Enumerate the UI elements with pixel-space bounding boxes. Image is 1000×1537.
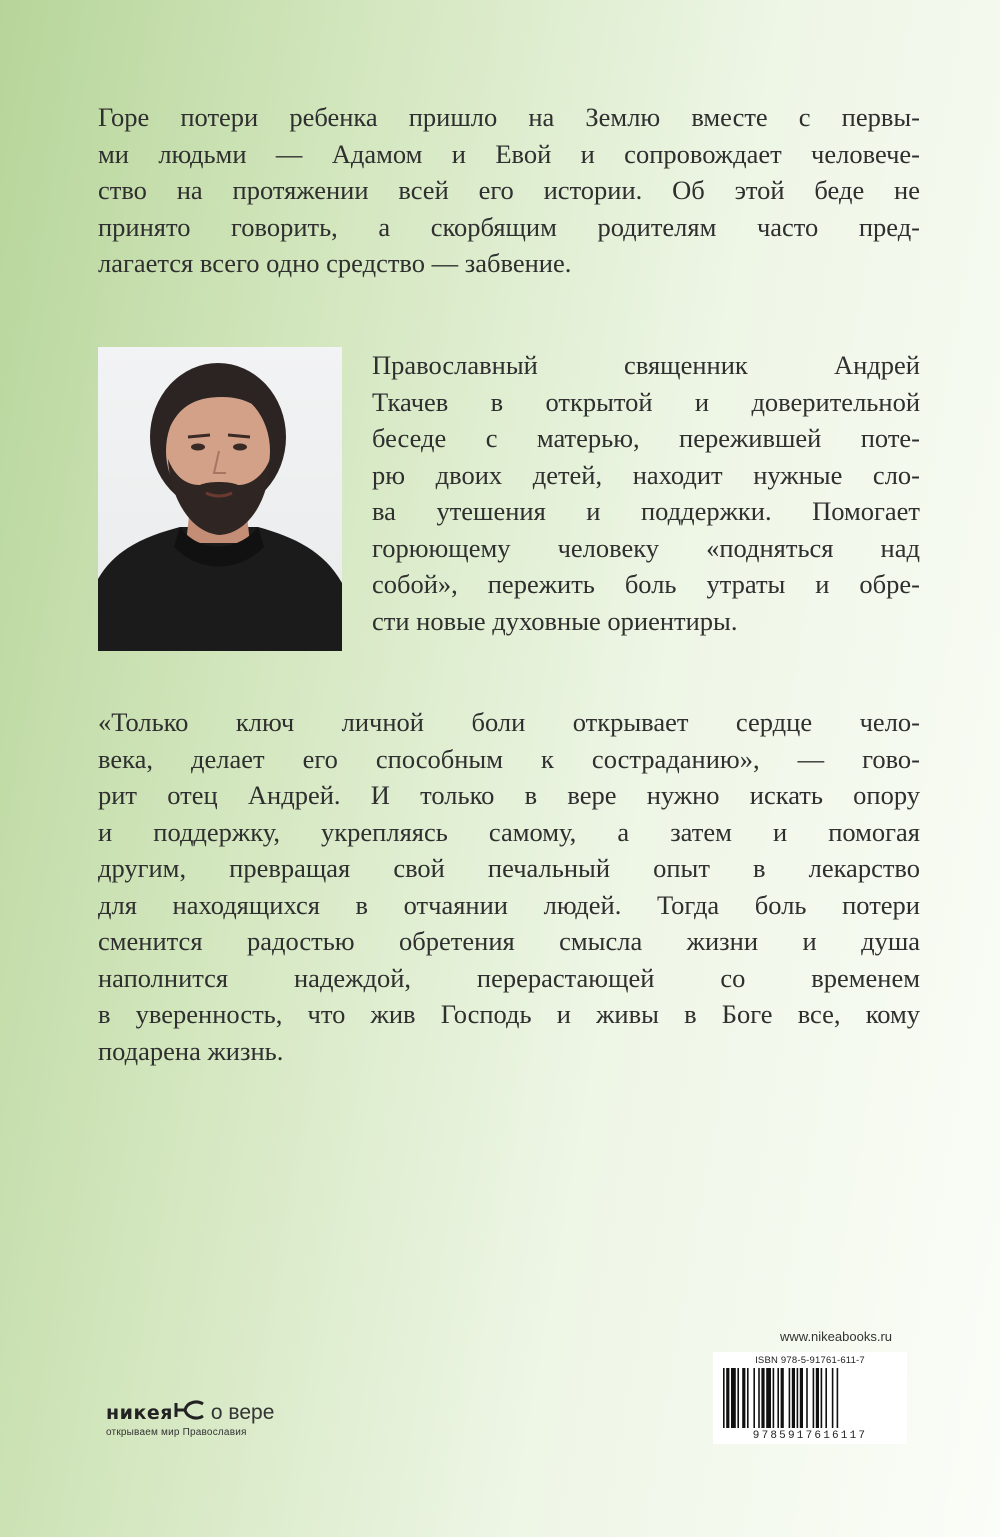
- text-line: для находящихся в отчаянии людей. Тогда боль потери: [98, 889, 920, 920]
- text-line: рю двоих детей, находит нужные сло-: [372, 459, 920, 490]
- author-photo: [98, 347, 342, 651]
- text-line: наполнится надеждой, перерастающей со временем: [98, 962, 920, 993]
- text-line: горюющему человеку «подняться над: [372, 532, 920, 563]
- text-line: беседе с матерью, пережившей поте-: [372, 423, 920, 453]
- barcode-bars: [723, 1368, 897, 1428]
- isbn-barcode: [713, 1352, 907, 1444]
- text-line: и поддержку, укрепляясь самому, а затем и помогая: [98, 816, 920, 847]
- text-line: лагается всего одно средство — забвение.: [98, 248, 572, 278]
- publisher-website[interactable]: www.nikeabooks.ru: [780, 1329, 892, 1344]
- publisher-logo: [106, 1400, 274, 1438]
- publisher-tagline: открываем мир Православия: [106, 1427, 247, 1438]
- logo-mark: [173, 1400, 207, 1425]
- text-line: рит отец Андрей. И только в вере нужно искать опору: [98, 780, 920, 810]
- isbn-number: ISBN 978-5-91761-611-7: [755, 1355, 865, 1366]
- text-line: другим, превращая свой печальный опыт в лекарство: [98, 853, 920, 883]
- text-line: ство на протяжении всей его истории. Об этой беде не: [98, 175, 920, 205]
- text-line: ва утешения и поддержки. Помогает: [372, 496, 920, 526]
- text-line: сменится радостью обретения смысла жизни и душа: [98, 926, 920, 956]
- text-line: собой», пережить боль утраты и обре-: [372, 569, 920, 599]
- text-line: в уверенность, что жив Господь и живы в Боге все, кому: [98, 999, 920, 1029]
- text-line: ми людьми — Адамом и Евой и сопровождает человече-: [98, 138, 920, 169]
- text-line: века, делает его способным к состраданию», — гово-: [98, 743, 920, 774]
- text-line: Православный священник Андрей: [372, 350, 920, 380]
- text-line: Горе потери ребенка пришло на Землю вместе с первы-: [98, 102, 920, 132]
- text-line: подарена жизнь.: [98, 1035, 284, 1066]
- logo-name: никея: [106, 1401, 173, 1424]
- quote-paragraph: [98, 704, 920, 1069]
- description-paragraph: [372, 347, 920, 639]
- logo-subtitle: о вере: [210, 1400, 275, 1424]
- text-line: Ткачев в открытой и доверительной: [372, 386, 920, 417]
- barcode-digits: 9785917616117: [752, 1430, 868, 1442]
- text-line: принято говорить, а скорбящим родителям часто пред-: [98, 211, 920, 242]
- text-line: сти новые духовные ориентиры.: [372, 605, 738, 636]
- intro-paragraph: [98, 99, 920, 282]
- text-line: «Только ключ личной боли открывает сердце чело-: [98, 707, 920, 737]
